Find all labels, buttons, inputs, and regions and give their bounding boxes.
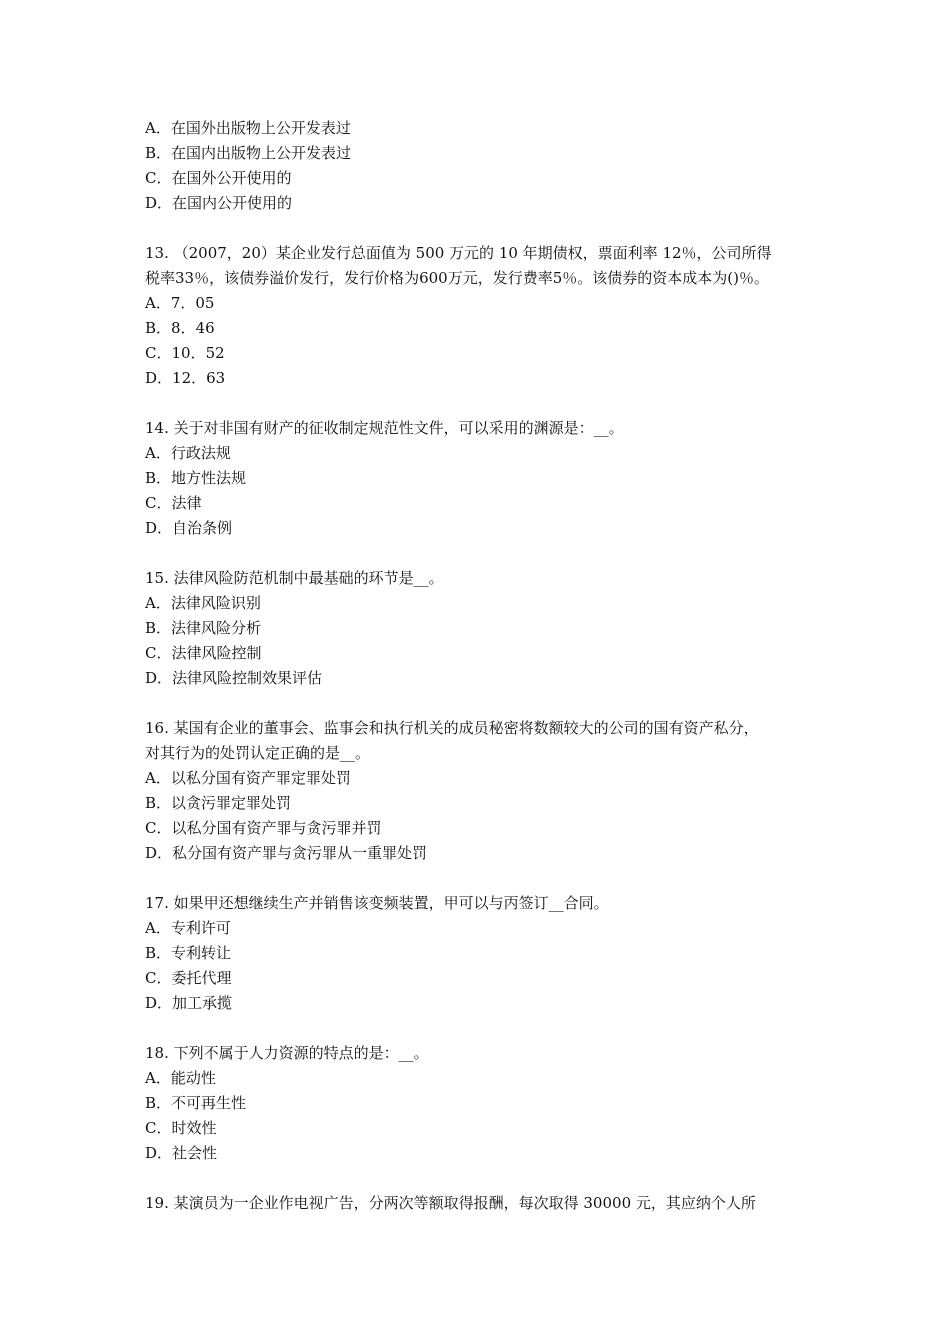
question-13	[145, 241, 825, 391]
option-d: D．自治条例	[145, 519, 233, 537]
option-a: A．在国外出版物上公开发表过	[145, 119, 351, 137]
option-b: B．地方性法规	[145, 469, 247, 487]
question-16	[145, 716, 825, 866]
question-12-options	[145, 116, 825, 216]
option-a: A．以私分国有资产罪定罪处罚	[145, 769, 351, 787]
option-c: C．法律	[145, 494, 202, 512]
question-19	[145, 1191, 825, 1216]
question-text: 18. 下列不属于人力资源的特点的是：__。	[145, 1044, 429, 1062]
option-c: C．以私分国有资产罪与贪污罪并罚	[145, 819, 382, 837]
option-c: C．在国外公开使用的	[145, 169, 292, 187]
option-b: B．专利转让	[145, 944, 232, 962]
question-text: 13. （2007，20）某企业发行总面值为 500 万元的 10 年期债权，票面利率 12％，公司所得	[145, 244, 772, 262]
option-d: D．在国内公开使用的	[145, 194, 293, 212]
question-text: 税率33％，该债券溢价发行，发行价格为600万元，发行费率5％。该债券的资本成本为()％。	[145, 269, 769, 287]
option-b: B．法律风险分析	[145, 619, 262, 637]
option-c: C．10．52	[145, 344, 225, 362]
option-b: B．8．46	[145, 319, 215, 337]
option-d: D．社会性	[145, 1144, 218, 1162]
question-14	[145, 416, 825, 541]
option-d: D．12．63	[145, 369, 226, 387]
option-d: D．法律风险控制效果评估	[145, 669, 323, 687]
question-17	[145, 891, 825, 1016]
question-text: 15. 法律风险防范机制中最基础的环节是__。	[145, 569, 444, 587]
option-c: C．法律风险控制	[145, 644, 262, 662]
option-a: A．7．05	[145, 294, 215, 312]
option-b: B．在国内出版物上公开发表过	[145, 144, 352, 162]
option-c: C．时效性	[145, 1119, 217, 1137]
option-c: C．委托代理	[145, 969, 232, 987]
option-b: B．以贪污罪定罪处罚	[145, 794, 292, 812]
question-text: 16. 某国有企业的董事会、监事会和执行机关的成员秘密将数额较大的公司的国有资产私分，	[145, 719, 759, 737]
question-text: 14. 关于对非国有财产的征收制定规范性文件，可以采用的渊源是：__。	[145, 419, 624, 437]
question-text: 对其行为的处罚认定正确的是__。	[145, 744, 371, 762]
question-15	[145, 566, 825, 691]
option-b: B．不可再生性	[145, 1094, 247, 1112]
option-d: D．私分国有资产罪与贪污罪从一重罪处罚	[145, 844, 428, 862]
option-a: A．行政法规	[145, 444, 231, 462]
option-d: D．加工承揽	[145, 994, 233, 1012]
document-page	[145, 116, 825, 1241]
question-text: 19. 某演员为一企业作电视广告，分两次等额取得报酬，每次取得 30000 元，其应纳个人所	[145, 1194, 756, 1212]
option-a: A．专利许可	[145, 919, 231, 937]
option-a: A．能动性	[145, 1069, 216, 1087]
question-18	[145, 1041, 825, 1166]
option-a: A．法律风险识别	[145, 594, 261, 612]
question-text: 17. 如果甲还想继续生产并销售该变频装置，甲可以与丙签订__合同。	[145, 894, 609, 912]
